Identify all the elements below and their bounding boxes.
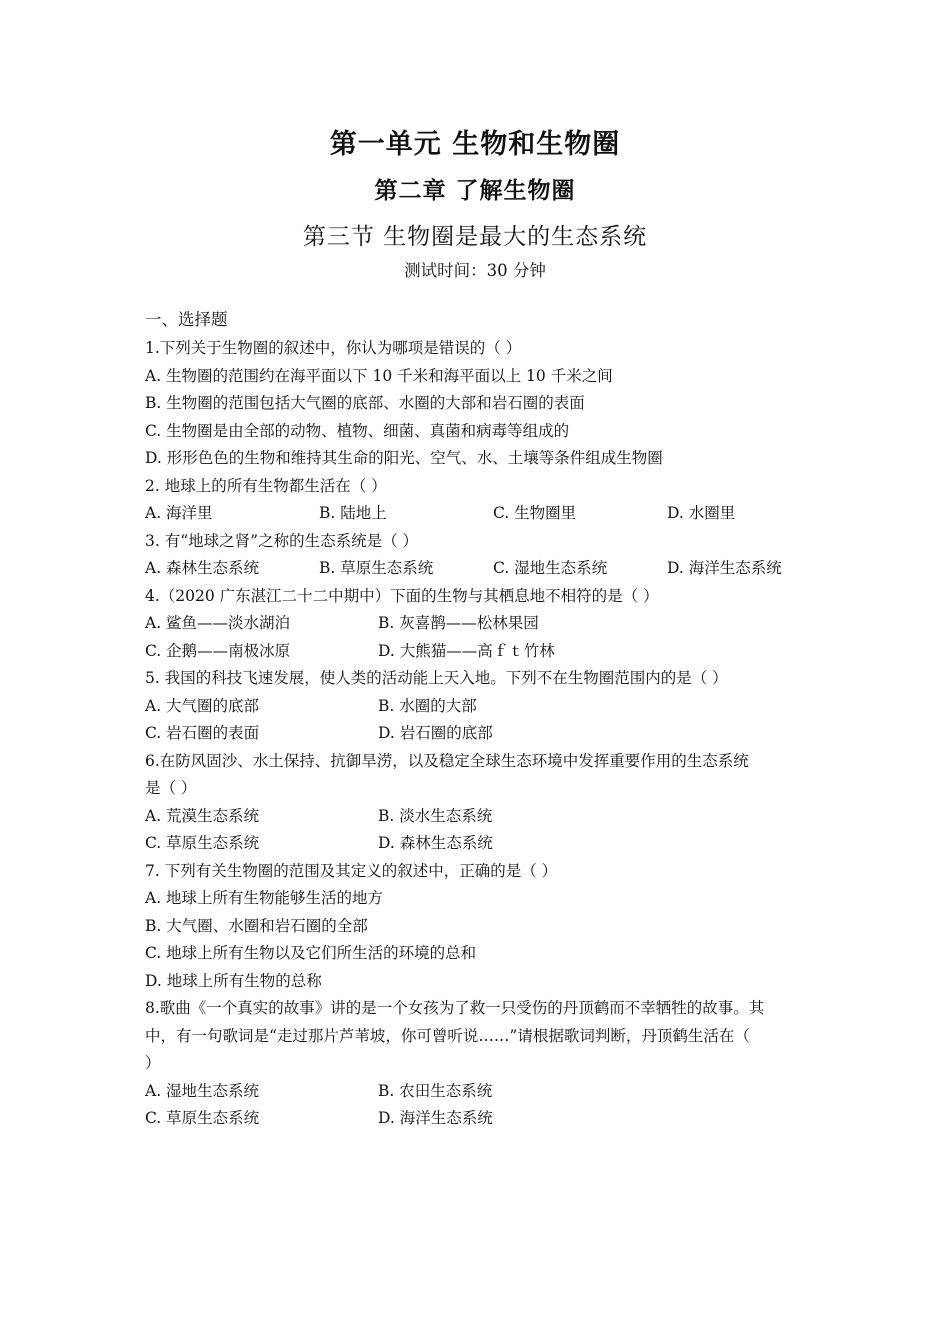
question-3-option-a: A. 森林生态系统 <box>145 559 260 577</box>
question-1-stem: 1.下列关于生物圈的叙述中，你认为哪项是错误的（ ） <box>145 339 522 357</box>
question-8-option-d: D. 海洋生态系统 <box>378 1109 493 1127</box>
question-list <box>145 306 810 1133</box>
question-1-option-a: A. 生物圈的范围约在海平面以下 10 千米和海平面以上 10 千米之间 <box>145 366 613 385</box>
question-1-option-d: D. 形形色色的生物和维持其生命的阳光、空气、水、土壤等条件组成生物圈 <box>145 449 663 467</box>
question-2-options <box>145 500 810 528</box>
question-4-option-b: B. 灰喜鹊——松林果园 <box>378 614 539 632</box>
question-8-option-a: A. 湿地生态系统 <box>145 1081 260 1100</box>
question-8-stem-line3: ） <box>145 1054 161 1072</box>
question-4-options-row2 <box>145 638 810 666</box>
question-2-option-d: D. 水圈里 <box>667 504 736 522</box>
question-5-option-d: D. 岩石圈的底部 <box>378 724 493 742</box>
question-6-stem-line1: 6.在防风固沙、水土保持、抗御旱涝，以及稳定全球生态环境中发挥重要作用的生态系统 <box>145 751 749 770</box>
question-1-option-b: B. 生物圈的范围包括大气圈的底部、水圈的大部和岩石圈的表面 <box>145 394 585 412</box>
question-6-option-a: A. 荒漠生态系统 <box>145 806 260 825</box>
question-1-option-c: C. 生物圈是由全部的动物、植物、细菌、真菌和病毒等组成的 <box>145 421 570 440</box>
question-7-option-c: C. 地球上所有生物以及它们所生活的环境的总和 <box>145 944 477 962</box>
question-2-option-b: B. 陆地上 <box>319 504 387 522</box>
question-5-option-c: C. 岩石圈的表面 <box>145 724 260 742</box>
question-6-options-row2 <box>145 830 810 858</box>
question-5-stem: 5. 我国的科技飞速发展，使人类的活动能上天入地。下列不在生物圈范围内的是（ ） <box>145 669 728 687</box>
question-8-stem-line2: 中，有一句歌词是“走过那片芦苇坡，你可曾听说……”请根据歌词判断，丹顶鹤生活在（ <box>145 1026 750 1045</box>
question-4-stem: 4.（2020 广东湛江二十二中期中）下面的生物与其栖息地不相符的是（ ） <box>145 586 659 605</box>
unit-title: 第一单元 生物和生物圈 <box>329 129 621 160</box>
question-7-option-b: B. 大气圈、水圈和岩石圈的全部 <box>145 916 368 935</box>
question-7-stem: 7. 下列有关生物圈的范围及其定义的叙述中，正确的是（ ） <box>145 861 558 880</box>
question-2-stem: 2. 地球上的所有生物都生活在（ ） <box>145 476 387 495</box>
chapter-title: 第二章 了解生物圈 <box>374 177 576 204</box>
question-2-option-a: A. 海洋里 <box>145 504 213 522</box>
question-8-option-b: B. 农田生态系统 <box>378 1081 493 1100</box>
question-3-option-d: D. 海洋生态系统 <box>667 559 782 577</box>
question-4-option-c: C. 企鹅——南极冰原 <box>145 641 291 660</box>
question-4-options-row1 <box>145 610 810 638</box>
question-3-options <box>145 555 810 583</box>
question-8-stem-line1: 8.歌曲《一个真实的故事》讲的是一个女孩为了救一只受伤的丹顶鹤而不幸牺牲的故事。其 <box>145 999 765 1017</box>
question-6-options-row1 <box>145 803 810 831</box>
question-5-option-a: A. 大气圈的底部 <box>145 696 260 715</box>
question-5-options-row1 <box>145 693 810 721</box>
part-heading: 一、选择题 <box>145 310 228 329</box>
question-6-option-b: B. 淡水生态系统 <box>378 806 493 825</box>
question-6-option-c: C. 草原生态系统 <box>145 834 260 852</box>
question-8-option-c: C. 草原生态系统 <box>145 1109 260 1127</box>
question-5-options-row2 <box>145 720 810 748</box>
question-5-option-b: B. 水圈的大部 <box>378 696 477 715</box>
question-6-option-d: D. 森林生态系统 <box>378 834 493 852</box>
question-2-option-c: C. 生物圈里 <box>493 504 577 522</box>
question-3-stem: 3. 有“地球之肾”之称的生态系统是（ ） <box>145 531 418 550</box>
test-time: 测试时间：30 分钟 <box>404 261 546 280</box>
section-title: 第三节 生物圈是最大的生态系统 <box>302 224 648 250</box>
question-3-option-c: C. 湿地生态系统 <box>493 559 608 577</box>
question-7-option-d: D. 地球上所有生物的总称 <box>145 971 322 990</box>
question-8-options-row1 <box>145 1078 810 1106</box>
question-4-option-a: A. 鲨鱼——淡水湖泊 <box>145 614 291 632</box>
question-4-option-d: D. 大熊猫——高ｆｔ竹林 <box>378 641 555 660</box>
question-8-options-row2 <box>145 1105 810 1133</box>
question-3-option-b: B. 草原生态系统 <box>319 559 434 577</box>
question-6-stem-line2: 是（ ） <box>145 779 197 797</box>
question-7-option-a: A. 地球上所有生物能够生活的地方 <box>145 889 384 907</box>
